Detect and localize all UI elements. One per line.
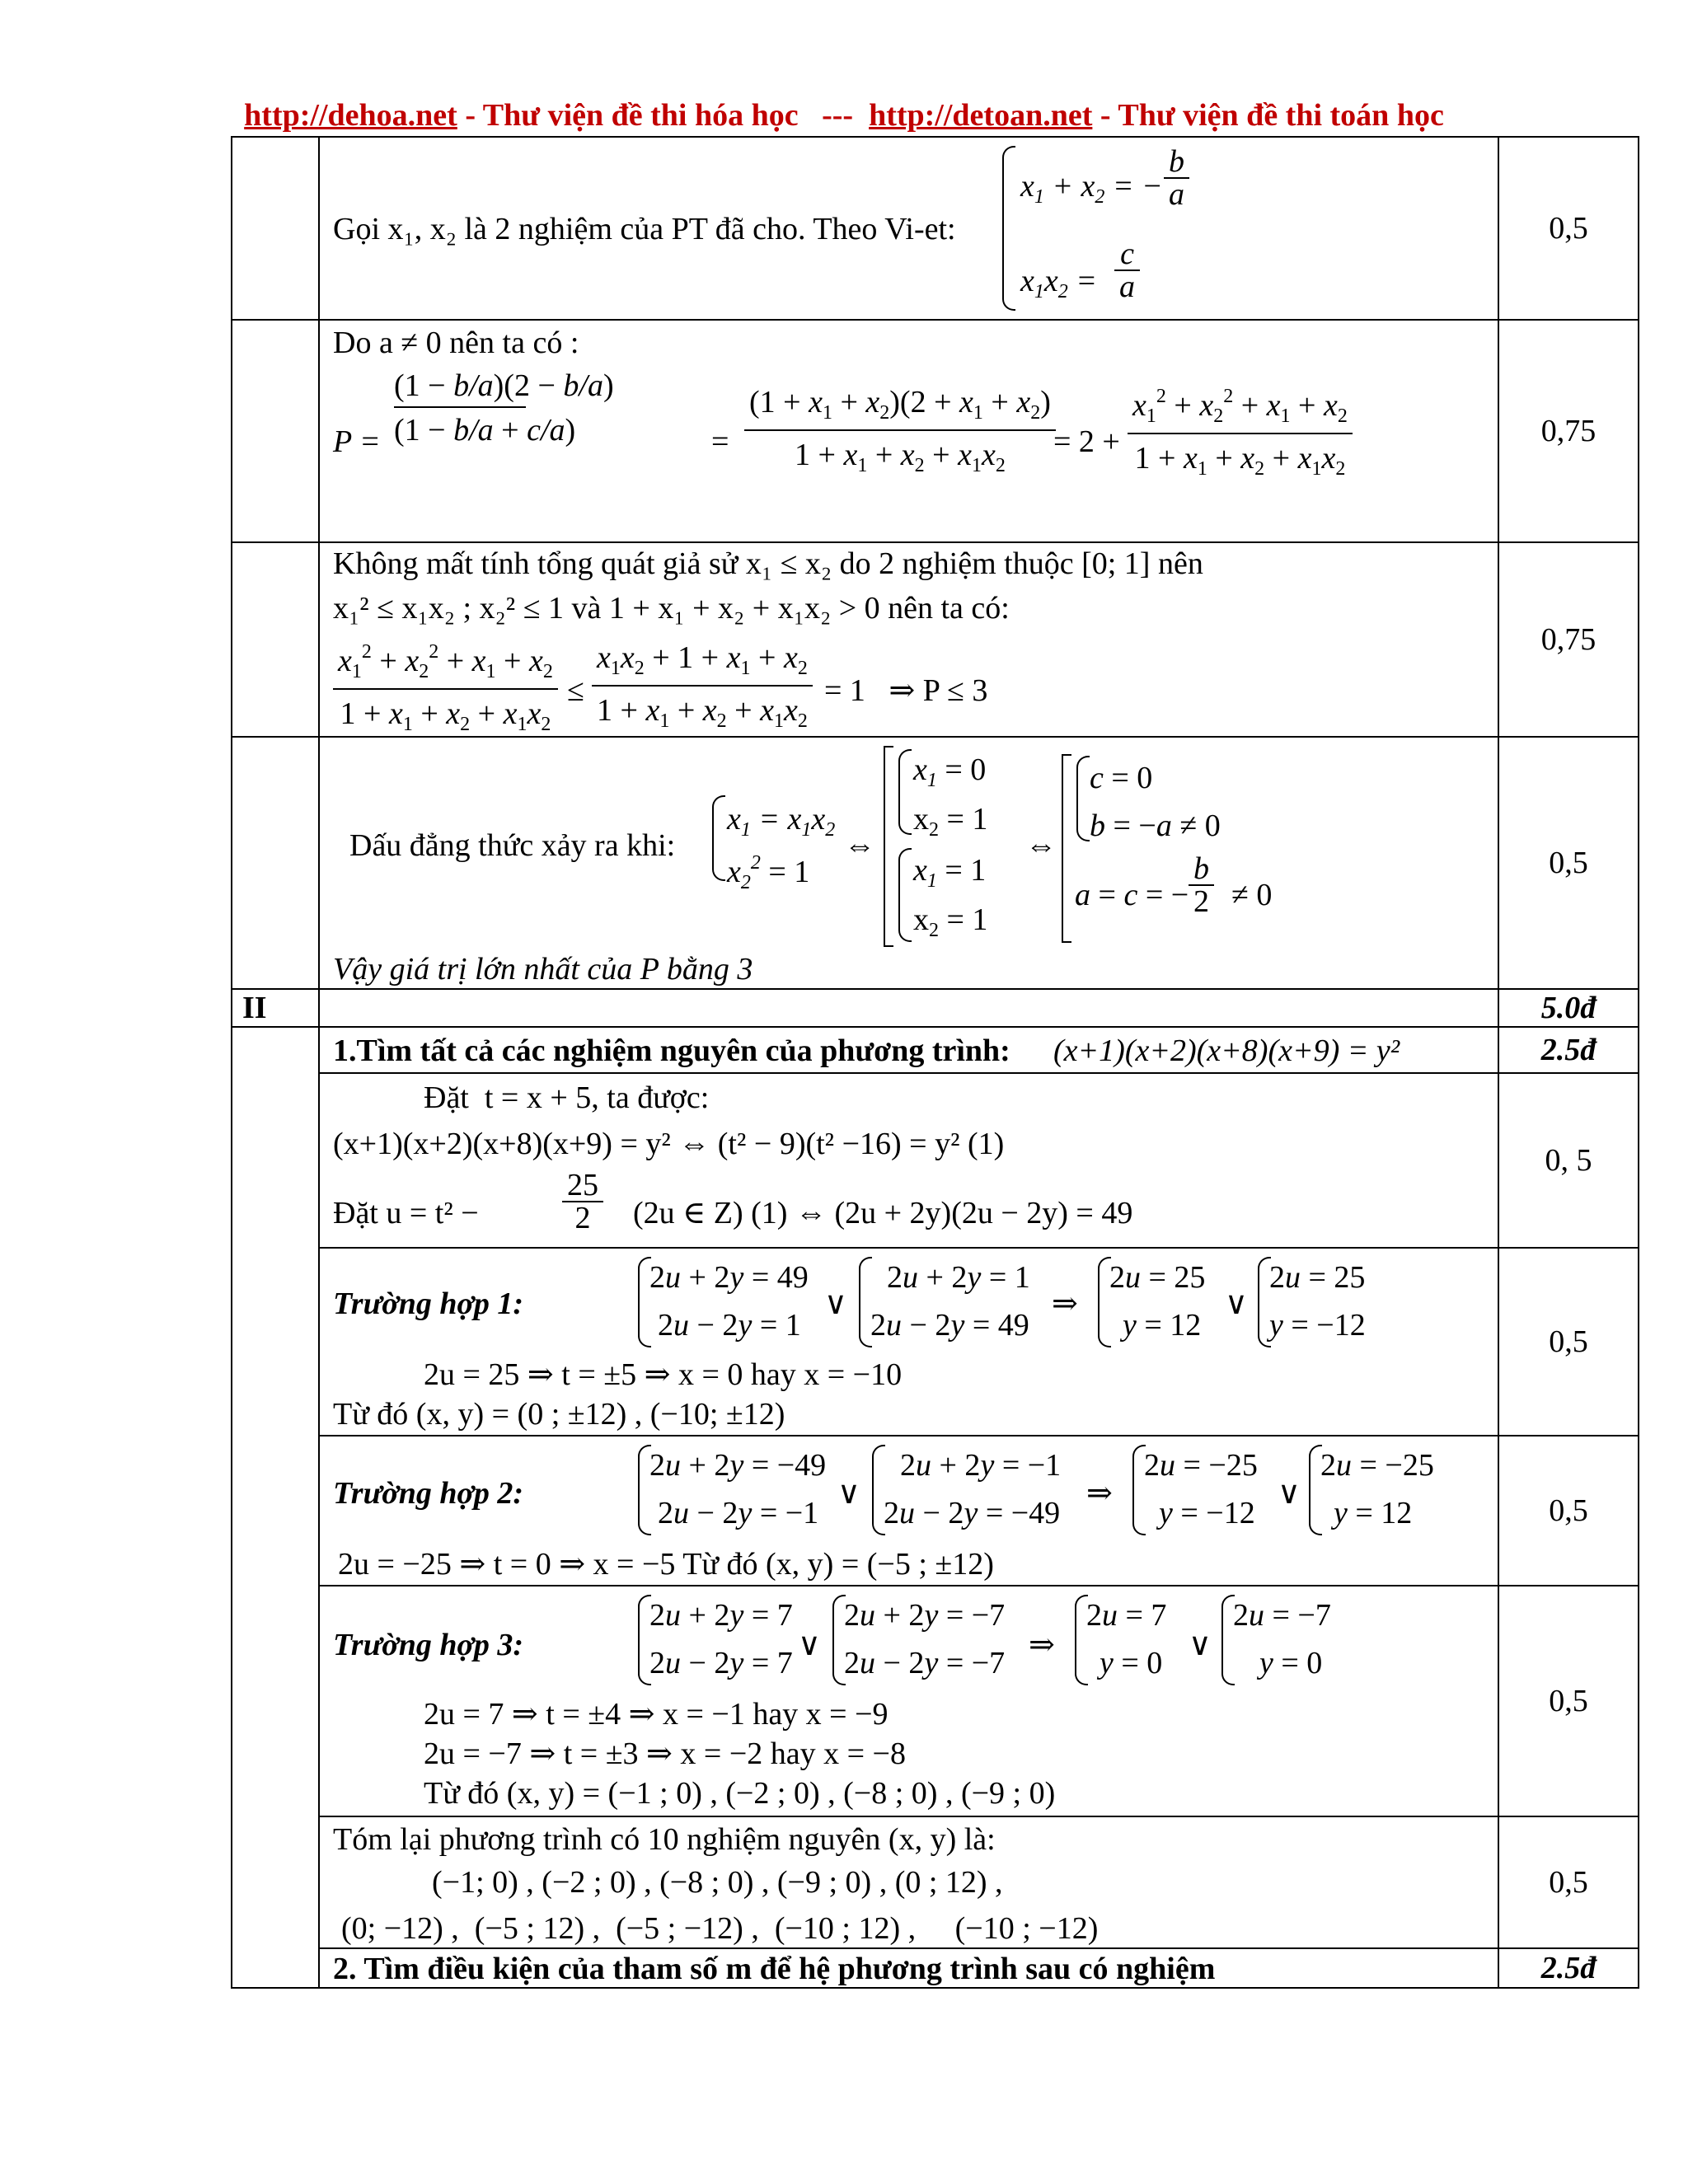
question-2-title: 2. Tìm điều kiện của tham số m để hệ phương trình sau có nghiệm — [333, 1952, 1216, 1986]
score-cell: 0,5 — [1498, 1816, 1639, 1948]
case-1-line-1: 2u = 25 ⇒ t = ±5 ⇒ x = 0 hay x = −10 — [424, 1357, 903, 1392]
substitution-line-3b: (2u ∈ Z) (1) ⇔ (2u + 2y)(2u − 2y) = 49 — [633, 1196, 1133, 1230]
result-text: Vậy giá trị lớn nhất của P bằng 3 — [333, 952, 753, 987]
equality-text: Dấu đẳng thức xảy ra khi: — [349, 828, 676, 863]
case-1-line-2: Từ đó (x, y) = (0 ; ±12) , (−10; ±12) — [333, 1397, 785, 1432]
score-cell: 0,5 — [1498, 1586, 1639, 1816]
score-cell: 0,75 — [1498, 542, 1639, 737]
detoan-link[interactable]: http://detoan.net — [869, 98, 1093, 133]
table-row: Trường hợp 1: 2u + 2y = 49 2u − 2y = 1 ∨ 2u + 2y = 1 2u − 2y = 49 ⇒ 2u = 25 y = 12 ∨ 2u = 25 y = −12 2u = 25 ⇒ t = ±5 ⇒ x = 0 hay x = −10 Từ đó (x, y) = (0 ; ±12) , (−10; ±12) 0,5 — [232, 1248, 1639, 1436]
assumption-text: Không mất tính tổng quát giả sử x₁ ≤ x₂ do 2 nghiệm thuộc [0; 1] nên — [333, 546, 1203, 581]
table-row: Dấu đẳng thức xảy ra khi: $x_1 = x_1x_2$ $x_2^2 = 1$ ⇔ $x_1 = 0$ $x_2 = 1$ $x_1 = 1$ $x_2 = 1$ ⇔ c = 0 b = −a ≠ 0 a = c = − $\frac{b}{2}$ ≠ 0 Vậy giá trị lớn nhất của P bằng 3 0,5 — [232, 737, 1639, 989]
case-3-line-1: 2u = 7 ⇒ t = ±4 ⇒ x = −1 hay x = −9 — [424, 1697, 889, 1732]
question-1-title: 1.Tìm tất cả các nghiệm nguyên của phương trình: — [333, 1033, 1010, 1068]
substitution-line-2: (x+1)(x+2)(x+8)(x+9) = y² ⇔ (t² − 9)(t² −16) = y² (1) — [333, 1127, 1005, 1161]
table-row — [232, 1948, 1639, 1988]
summary-line-2: (−1; 0) , (−2 ; 0) , (−8 ; 0) , (−9 ; 0) , (0 ; 12) , — [432, 1865, 1003, 1900]
viet-text: Gọi x₁, x₂ là 2 nghiệm của PT đã cho. Theo Vi-et: — [333, 212, 956, 246]
case-2-label: Trường hợp 2: — [333, 1476, 524, 1511]
case-2-line-1: 2u = −25 ⇒ t = 0 ⇒ x = −5 Từ đó (x, y) = (−5 ; ±12) — [338, 1547, 994, 1582]
answer-table — [231, 136, 1639, 1989]
score-cell: 0,5 — [1498, 137, 1639, 320]
score-cell: 0, 5 — [1498, 1073, 1639, 1248]
score-cell: 5.0đ — [1498, 989, 1639, 1027]
score-cell: 0,5 — [1498, 1248, 1639, 1436]
score-cell: 2.5đ — [1498, 1027, 1639, 1073]
conclusion-text: = 1 ⇒ P ≤ 3 — [824, 673, 988, 708]
page-header — [0, 97, 1688, 134]
header-separator: --- — [798, 98, 870, 133]
table-row: Gọi x₁, x₂ là 2 nghiệm của PT đã cho. Theo Vi-et: $x_1 + x_2$ = − $\frac{b}{a}$ $x_1x_2$ = $\frac{c}{a}$ 0,5 — [232, 137, 1639, 320]
substitution-line-3a: Đặt u = t² − — [333, 1196, 479, 1230]
case-3-line-3: Từ đó (x, y) = (−1 ; 0) , (−2 ; 0) , (−8 ; 0) , (−9 ; 0) — [424, 1776, 1056, 1811]
table-row — [232, 989, 1639, 1027]
header-text-1: - Thư viện đề thi hóa học — [457, 98, 799, 133]
table-row: Đặt t = x + 5, ta được: (x+1)(x+2)(x+8)(x+9) = y² ⇔ (t² − 9)(t² −16) = y² (1) Đặt u = t² − $\frac{25}{2}$ (2u ∈ Z) (1) ⇔ (2u + 2y)(2u − 2y) = 49 0, 5 — [232, 1073, 1639, 1248]
case-1-label: Trường hợp 1: — [333, 1286, 524, 1321]
score-cell: 0,5 — [1498, 737, 1639, 989]
summary-line-3: (0; −12) , (−5 ; 12) , (−5 ; −12) , (−10 ; 12) , (−10 ; −12) — [341, 1911, 1099, 1946]
header-text-2: - Thư viện đề thi toán học — [1092, 98, 1444, 133]
case-3-label: Trường hợp 3: — [333, 1628, 524, 1662]
score-cell: 0,5 — [1498, 1436, 1639, 1586]
substitution-line-1: Đặt t = x + 5, ta được: — [424, 1080, 710, 1115]
question-1-equation: (x+1)(x+2)(x+8)(x+9) = y² — [1053, 1033, 1400, 1068]
viet-brace — [1002, 146, 1015, 311]
table-row — [232, 1027, 1639, 1073]
table-row: Trường hợp 2: 2u + 2y = −49 2u − 2y = −1 ∨ 2u + 2y = −1 2u − 2y = −49 ⇒ 2u = −25 y = −12 ∨ 2u = −25 y = 12 2u = −25 ⇒ t = 0 ⇒ x = −5 Từ đó (x, y) = (−5 ; ±12) 0,5 — [232, 1436, 1639, 1586]
score-cell: 2.5đ — [1498, 1948, 1639, 1988]
score-cell: 0,75 — [1498, 320, 1639, 542]
summary-line-1: Tóm lại phương trình có 10 nghiệm nguyên (x, y) là: — [333, 1822, 996, 1857]
table-row — [232, 1816, 1639, 1948]
table-row: Không mất tính tổng quát giả sử x₁ ≤ x₂ do 2 nghiệm thuộc [0; 1] nên x₁² ≤ x₁x₂ ; x₂² ≤ 1 và 1 + x₁ + x₂ + x₁x₂ > 0 nên ta có: $x_1^2 + x_2^2 + x_1 + x_2$ $1 + x_1 + x_2 + x_1x_2$ ≤ $x_1x_2 + 1 + x_1 + x_2$ $1 + x_1 + x_2 + x_1x_2$ = 1 ⇒ P ≤ 3 0,75 — [232, 542, 1639, 737]
table-row: Trường hợp 3: 2u + 2y = 7 2u − 2y = 7 ∨ 2u + 2y = −7 2u − 2y = −7 ⇒ 2u = 7 y = 0 ∨ 2u = −7 y = 0 2u = 7 ⇒ t = ±4 ⇒ x = −1 hay x = −9 2u = −7 ⇒ t = ±3 ⇒ x = −2 hay x = −8 Từ đó (x, y) = (−1 ; 0) , (−2 ; 0) , (−8 ; 0) , (−9 ; 0) 0,5 — [232, 1586, 1639, 1816]
intro-text: Do a ≠ 0 nên ta có : — [333, 326, 579, 360]
case-3-line-2: 2u = −7 ⇒ t = ±3 ⇒ x = −2 hay x = −8 — [424, 1736, 906, 1771]
condition-text: x₁² ≤ x₁x₂ ; x₂² ≤ 1 và 1 + x₁ + x₂ + x₁x₂ > 0 nên ta có: — [333, 591, 1010, 626]
table-row: Do a ≠ 0 nên ta có : P = (1 − b/a)(2 − b/a) (1 − b/a + c/a) = $(1 + x_1 + x_2)(2 + x_1 + x_2)$ $1 + x_1 + x_2 + x_1x_2$ = 2 + $x_1^2 + x_2^2 + x_1 + x_2$ $1 + x_1 + x_2 + x_1x_2$ 0,75 — [232, 320, 1639, 542]
section-label: II — [232, 989, 319, 1027]
dehoa-link[interactable]: http://dehoa.net — [244, 98, 457, 133]
